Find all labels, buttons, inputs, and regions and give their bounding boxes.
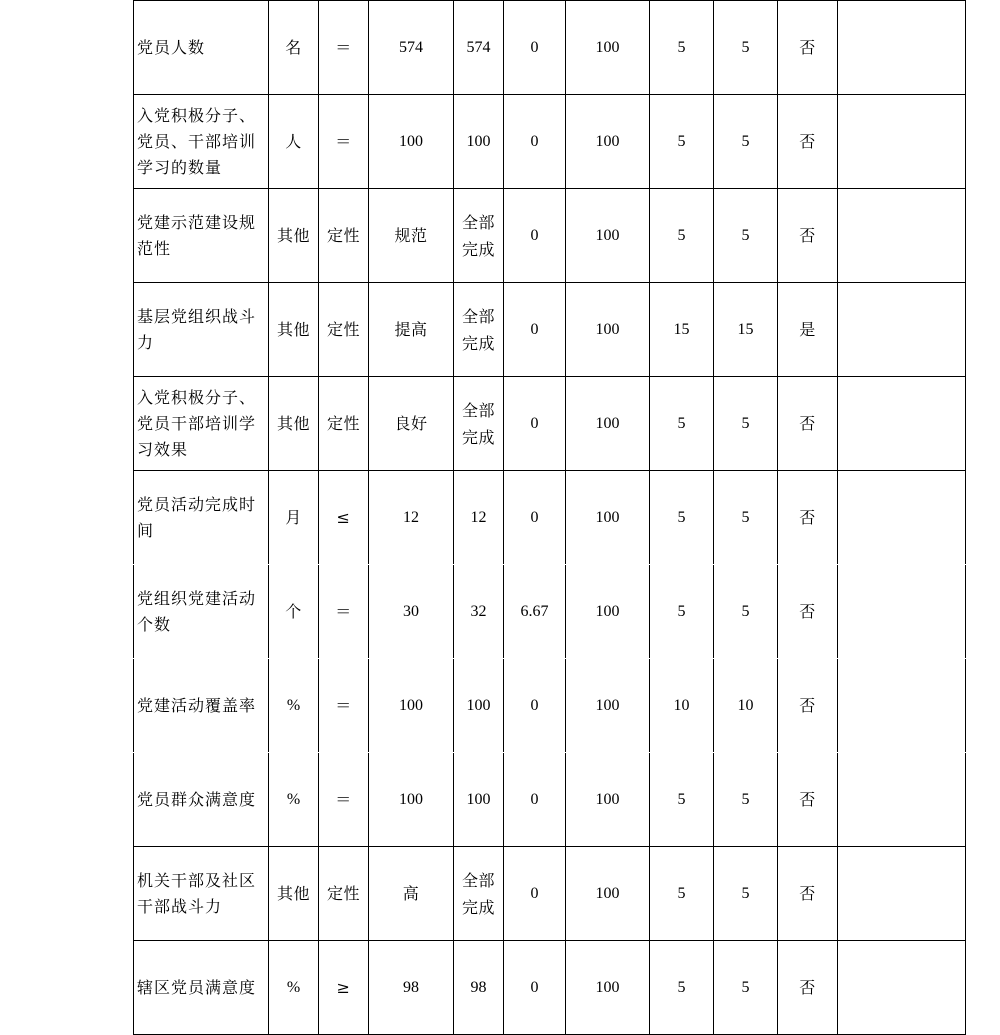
deviation-cell: 0 bbox=[504, 1, 566, 95]
indicator-name: 党建活动覆盖率 bbox=[134, 659, 269, 753]
key-indicator-cell: 否 bbox=[778, 189, 838, 283]
unit-cell: 其他 bbox=[269, 847, 319, 941]
unit-cell: 人 bbox=[269, 95, 319, 189]
weight-cell: 5 bbox=[650, 753, 714, 847]
table-row bbox=[134, 847, 966, 941]
note-cell bbox=[838, 471, 966, 565]
operator-cell: ≥ bbox=[319, 941, 369, 1035]
operator-cell: 定性 bbox=[319, 189, 369, 283]
operator-cell: ≤ bbox=[319, 471, 369, 565]
indicator-name: 辖区党员满意度 bbox=[134, 941, 269, 1035]
note-cell bbox=[838, 753, 966, 847]
key-indicator-cell: 否 bbox=[778, 753, 838, 847]
weight-cell: 5 bbox=[650, 377, 714, 471]
indicator-name: 党建示范建设规范性 bbox=[134, 189, 269, 283]
key-indicator-cell: 否 bbox=[778, 471, 838, 565]
deviation-cell: 0 bbox=[504, 377, 566, 471]
target-cell: 12 bbox=[369, 471, 454, 565]
deviation-cell: 6.67 bbox=[504, 565, 566, 659]
target-cell: 100 bbox=[369, 753, 454, 847]
actual-cell: 32 bbox=[454, 565, 504, 659]
key-indicator-cell: 否 bbox=[778, 377, 838, 471]
note-cell bbox=[838, 189, 966, 283]
actual-cell: 100 bbox=[454, 753, 504, 847]
operator-cell: 定性 bbox=[319, 283, 369, 377]
table-row bbox=[134, 377, 966, 471]
deviation-cell: 0 bbox=[504, 471, 566, 565]
unit-cell: 其他 bbox=[269, 377, 319, 471]
table-row bbox=[134, 659, 966, 753]
score-cell: 15 bbox=[714, 283, 778, 377]
score-cell: 5 bbox=[714, 189, 778, 283]
target-cell: 提高 bbox=[369, 283, 454, 377]
score-cell: 5 bbox=[714, 753, 778, 847]
note-cell bbox=[838, 95, 966, 189]
score-cell: 5 bbox=[714, 95, 778, 189]
target-cell: 良好 bbox=[369, 377, 454, 471]
key-indicator-cell: 否 bbox=[778, 847, 838, 941]
weight-cell: 5 bbox=[650, 189, 714, 283]
rate-cell: 100 bbox=[566, 283, 650, 377]
score-cell: 5 bbox=[714, 377, 778, 471]
key-indicator-cell: 否 bbox=[778, 941, 838, 1035]
rate-cell: 100 bbox=[566, 941, 650, 1035]
unit-cell: 其他 bbox=[269, 189, 319, 283]
indicator-name: 基层党组织战斗力 bbox=[134, 283, 269, 377]
weight-cell: 5 bbox=[650, 95, 714, 189]
rate-cell: 100 bbox=[566, 753, 650, 847]
rate-cell: 100 bbox=[566, 659, 650, 753]
weight-cell: 10 bbox=[650, 659, 714, 753]
operator-cell: ＝ bbox=[319, 95, 369, 189]
unit-cell: 个 bbox=[269, 565, 319, 659]
target-cell: 100 bbox=[369, 659, 454, 753]
target-cell: 高 bbox=[369, 847, 454, 941]
note-cell bbox=[838, 941, 966, 1035]
note-cell bbox=[838, 283, 966, 377]
operator-cell: ＝ bbox=[319, 753, 369, 847]
table-row bbox=[134, 1, 966, 95]
actual-cell: 574 bbox=[454, 1, 504, 95]
unit-cell: 其他 bbox=[269, 283, 319, 377]
deviation-cell: 0 bbox=[504, 753, 566, 847]
note-cell bbox=[838, 847, 966, 941]
table-row bbox=[134, 753, 966, 847]
score-cell: 10 bbox=[714, 659, 778, 753]
deviation-cell: 0 bbox=[504, 95, 566, 189]
actual-cell: 100 bbox=[454, 659, 504, 753]
unit-cell: % bbox=[269, 659, 319, 753]
actual-cell: 全部完成 bbox=[454, 283, 504, 377]
note-cell bbox=[838, 659, 966, 753]
actual-cell: 100 bbox=[454, 95, 504, 189]
table-row bbox=[134, 283, 966, 377]
table-row bbox=[134, 95, 966, 189]
table-row bbox=[134, 565, 966, 659]
indicator-name: 党员群众满意度 bbox=[134, 753, 269, 847]
score-cell: 5 bbox=[714, 1, 778, 95]
table-body bbox=[134, 1, 966, 1035]
key-indicator-cell: 否 bbox=[778, 1, 838, 95]
operator-cell: ＝ bbox=[319, 1, 369, 95]
unit-cell: % bbox=[269, 753, 319, 847]
deviation-cell: 0 bbox=[504, 283, 566, 377]
unit-cell: 名 bbox=[269, 1, 319, 95]
indicator-name: 入党积极分子、党员干部培训学习效果 bbox=[134, 377, 269, 471]
table-row bbox=[134, 471, 966, 565]
weight-cell: 5 bbox=[650, 1, 714, 95]
performance-indicator-table bbox=[133, 0, 966, 1035]
score-cell: 5 bbox=[714, 565, 778, 659]
actual-cell: 全部完成 bbox=[454, 377, 504, 471]
table-row bbox=[134, 941, 966, 1035]
key-indicator-cell: 是 bbox=[778, 283, 838, 377]
operator-cell: 定性 bbox=[319, 847, 369, 941]
operator-cell: 定性 bbox=[319, 377, 369, 471]
rate-cell: 100 bbox=[566, 1, 650, 95]
actual-cell: 全部完成 bbox=[454, 847, 504, 941]
target-cell: 规范 bbox=[369, 189, 454, 283]
rate-cell: 100 bbox=[566, 471, 650, 565]
actual-cell: 12 bbox=[454, 471, 504, 565]
weight-cell: 5 bbox=[650, 471, 714, 565]
score-cell: 5 bbox=[714, 941, 778, 1035]
actual-cell: 98 bbox=[454, 941, 504, 1035]
target-cell: 30 bbox=[369, 565, 454, 659]
note-cell bbox=[838, 377, 966, 471]
weight-cell: 15 bbox=[650, 283, 714, 377]
weight-cell: 5 bbox=[650, 565, 714, 659]
rate-cell: 100 bbox=[566, 377, 650, 471]
operator-cell: ＝ bbox=[319, 565, 369, 659]
target-cell: 100 bbox=[369, 95, 454, 189]
table-row bbox=[134, 189, 966, 283]
note-cell bbox=[838, 565, 966, 659]
unit-cell: % bbox=[269, 941, 319, 1035]
operator-cell: ＝ bbox=[319, 659, 369, 753]
indicator-name: 机关干部及社区干部战斗力 bbox=[134, 847, 269, 941]
indicator-name: 党员人数 bbox=[134, 1, 269, 95]
indicator-name: 入党积极分子、党员、干部培训学习的数量 bbox=[134, 95, 269, 189]
score-cell: 5 bbox=[714, 471, 778, 565]
rate-cell: 100 bbox=[566, 565, 650, 659]
note-cell bbox=[838, 1, 966, 95]
key-indicator-cell: 否 bbox=[778, 565, 838, 659]
indicator-name: 党员活动完成时间 bbox=[134, 471, 269, 565]
rate-cell: 100 bbox=[566, 189, 650, 283]
key-indicator-cell: 否 bbox=[778, 95, 838, 189]
key-indicator-cell: 否 bbox=[778, 659, 838, 753]
unit-cell: 月 bbox=[269, 471, 319, 565]
weight-cell: 5 bbox=[650, 941, 714, 1035]
target-cell: 574 bbox=[369, 1, 454, 95]
score-cell: 5 bbox=[714, 847, 778, 941]
deviation-cell: 0 bbox=[504, 847, 566, 941]
deviation-cell: 0 bbox=[504, 941, 566, 1035]
deviation-cell: 0 bbox=[504, 659, 566, 753]
target-cell: 98 bbox=[369, 941, 454, 1035]
rate-cell: 100 bbox=[566, 95, 650, 189]
rate-cell: 100 bbox=[566, 847, 650, 941]
indicator-name: 党组织党建活动个数 bbox=[134, 565, 269, 659]
weight-cell: 5 bbox=[650, 847, 714, 941]
actual-cell: 全部完成 bbox=[454, 189, 504, 283]
deviation-cell: 0 bbox=[504, 189, 566, 283]
